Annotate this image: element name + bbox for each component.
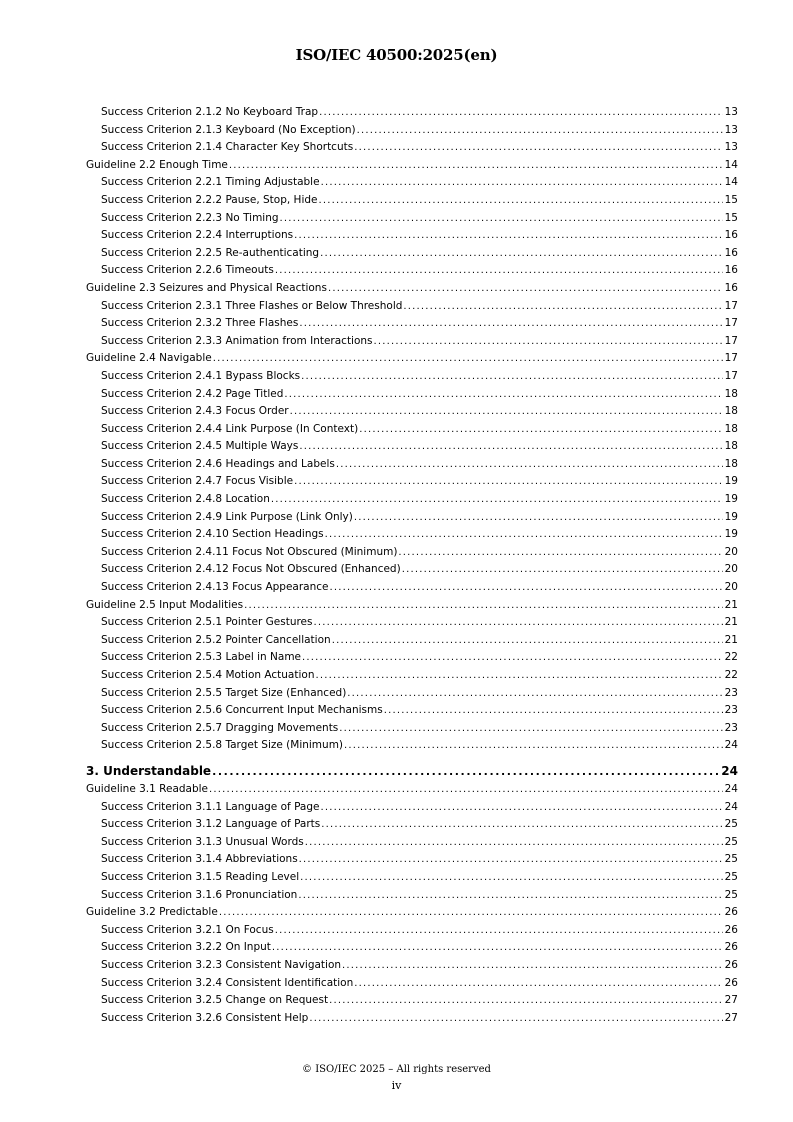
toc-entry-page-number: 26 — [724, 941, 738, 954]
toc-criterion-entry[interactable] — [86, 192, 738, 210]
toc-entry-label: Success Criterion 2.4.11 Focus Not Obscured (Minimum) — [101, 545, 398, 558]
toc-entry-page-number: 19 — [724, 528, 738, 541]
dot-leader — [321, 799, 724, 817]
toc-entry-label: Success Criterion 3.1.1 Language of Page — [101, 800, 320, 813]
dot-leader — [321, 174, 723, 192]
toc-criterion-entry[interactable] — [86, 632, 738, 650]
dot-leader — [354, 975, 723, 993]
toc-entry-page-number: 25 — [724, 835, 738, 848]
toc-entry-page-number: 22 — [724, 669, 738, 681]
toc-entry-label: Success Criterion 2.2.5 Re-authenticating — [101, 246, 320, 259]
toc-entry-page-number: 18 — [724, 405, 738, 418]
dot-leader — [320, 245, 723, 263]
toc-entry-page-number: 24 — [724, 782, 738, 795]
toc-criterion-entry[interactable] — [86, 122, 738, 140]
toc-entry-label: Success Criterion 2.4.7 Focus Visible — [101, 475, 294, 488]
toc-entry-label: Success Criterion 2.5.3 Label in Name — [101, 651, 302, 664]
toc-entry-page-number: 17 — [724, 334, 738, 347]
toc-entry-page-number: 23 — [724, 721, 738, 734]
toc-entry-label: Success Criterion 3.2.2 On Input — [101, 941, 271, 954]
toc-entry-page-number: 15 — [724, 193, 738, 206]
toc-entry-label: Success Criterion 2.4.6 Headings and Labels — [101, 457, 335, 470]
toc-criterion-entry[interactable] — [86, 509, 738, 527]
toc-criterion-entry[interactable] — [86, 403, 738, 421]
dot-leader — [298, 887, 723, 905]
toc-entry-page-number: 20 — [724, 581, 738, 594]
toc-entry-label: Success Criterion 2.2.2 Pause, Stop, Hide — [101, 193, 318, 206]
toc-entry-page-number: 16 — [724, 229, 738, 242]
toc-guideline-entry[interactable] — [86, 350, 738, 368]
toc-section-entry[interactable] — [86, 761, 738, 781]
toc-entry-page-number: 26 — [724, 906, 738, 919]
toc-criterion-entry[interactable] — [86, 869, 738, 887]
toc-entry-label: Success Criterion 2.5.8 Target Size (Minimum) — [101, 739, 344, 752]
dot-leader — [329, 992, 723, 1010]
toc-entry-label: Success Criterion 2.4.10 Section Headings — [101, 528, 324, 541]
toc-criterion-entry[interactable] — [86, 799, 738, 817]
dot-leader — [244, 597, 723, 615]
toc-entry-label: Success Criterion 2.5.5 Target Size (Enhanced) — [101, 686, 347, 699]
toc-entry-page-number: 19 — [724, 475, 738, 488]
dot-leader — [300, 869, 723, 887]
dot-leader — [290, 403, 723, 421]
toc-guideline-entry[interactable] — [86, 157, 738, 175]
toc-entry-label: Success Criterion 2.5.7 Dragging Movements — [101, 721, 339, 734]
toc-criterion-entry[interactable] — [86, 614, 738, 632]
page-number: iv — [391, 1079, 402, 1092]
toc-entry-page-number: 26 — [724, 958, 738, 971]
toc-entry-label: Success Criterion 2.5.6 Concurrent Input Mechanisms — [101, 704, 383, 717]
toc-criterion-entry[interactable] — [86, 298, 738, 316]
dot-leader — [325, 526, 723, 544]
dot-leader — [284, 386, 723, 404]
toc-entry-label: Success Criterion 3.1.6 Pronunciation — [101, 888, 298, 901]
toc-entry-page-number: 19 — [724, 493, 738, 506]
toc-entry-label: Success Criterion 3.2.4 Consistent Identification — [101, 976, 354, 989]
toc-entry-page-number: 13 — [724, 123, 738, 136]
toc-guideline-entry[interactable] — [86, 904, 738, 922]
toc-criterion-entry[interactable] — [86, 561, 738, 579]
toc-entry-page-number: 17 — [724, 369, 738, 382]
dot-leader — [321, 816, 723, 834]
toc-criterion-entry[interactable] — [86, 702, 738, 720]
toc-entry-label: Success Criterion 3.1.5 Reading Level — [101, 870, 300, 883]
toc-entry-label: Guideline 3.2 Predictable — [86, 906, 218, 919]
dot-leader — [357, 122, 723, 140]
toc-entry-label: Success Criterion 2.4.1 Bypass Blocks — [101, 369, 301, 382]
toc-entry-label: Success Criterion 2.3.1 Three Flashes or Below Threshold — [101, 299, 403, 312]
toc-guideline-entry[interactable] — [86, 597, 738, 615]
dot-leader — [330, 579, 723, 597]
dot-leader — [309, 1010, 723, 1028]
toc-criterion-entry[interactable] — [86, 667, 738, 685]
toc-entry-label: Success Criterion 2.1.3 Keyboard (No Exception) — [101, 123, 356, 136]
toc-entry-label: Success Criterion 3.2.6 Consistent Help — [101, 1011, 309, 1024]
toc-entry-label: Success Criterion 2.4.5 Multiple Ways — [101, 440, 299, 453]
document-header: ISO/IEC 40500:2025(en) — [295, 46, 498, 64]
toc-criterion-entry[interactable] — [86, 139, 738, 157]
toc-entry-label: Success Criterion 2.4.8 Location — [101, 493, 270, 506]
toc-entry-label: Success Criterion 2.1.2 No Keyboard Trap — [101, 106, 319, 118]
toc-entry-page-number: 24 — [724, 800, 738, 813]
toc-entry-page-number: 19 — [724, 510, 738, 523]
toc-entry-page-number: 14 — [724, 158, 738, 171]
toc-criterion-entry[interactable] — [86, 922, 738, 940]
toc-entry-label: Success Criterion 3.2.1 On Focus — [101, 923, 274, 936]
dot-leader — [271, 491, 723, 509]
toc-entry-page-number: 20 — [724, 563, 738, 576]
dot-leader — [212, 762, 720, 781]
toc-entry-label: Success Criterion 2.4.2 Page Titled — [101, 387, 284, 400]
toc-entry-label: Success Criterion 3.1.3 Unusual Words — [101, 835, 304, 848]
dot-leader — [305, 834, 723, 852]
toc-criterion-entry[interactable] — [86, 834, 738, 852]
toc-criterion-entry[interactable] — [86, 579, 738, 597]
toc-entry-page-number: 14 — [724, 176, 738, 189]
toc-entry-label: Success Criterion 2.5.1 Pointer Gestures — [101, 616, 313, 629]
dot-leader — [359, 421, 723, 439]
toc-criterion-entry[interactable] — [86, 649, 738, 667]
dot-leader — [299, 315, 723, 333]
toc-entry-label: Success Criterion 3.2.5 Change on Request — [101, 994, 329, 1007]
dot-leader — [402, 561, 723, 579]
dot-leader — [403, 298, 723, 316]
dot-leader — [302, 649, 723, 667]
toc-criterion-entry[interactable] — [86, 456, 738, 474]
toc-criterion-entry[interactable] — [86, 737, 738, 755]
toc-entry-label: Success Criterion 2.4.9 Link Purpose (Link Only) — [101, 510, 353, 523]
toc-entry-label: Guideline 3.1 Readable — [86, 782, 209, 795]
toc-entry-label: 3. Understandable — [86, 763, 212, 778]
dot-leader — [328, 280, 723, 298]
toc-entry-label: Success Criterion 2.5.2 Pointer Cancellation — [101, 633, 331, 646]
toc-criterion-entry[interactable] — [86, 386, 738, 404]
toc-entry-page-number: 23 — [724, 686, 738, 699]
toc-entry-label: Success Criterion 2.4.4 Link Purpose (In Context) — [101, 422, 359, 435]
toc-entry-label: Guideline 2.5 Input Modalities — [86, 598, 244, 611]
toc-entry-label: Success Criterion 2.2.1 Timing Adjustable — [101, 176, 320, 189]
toc-criterion-entry[interactable] — [86, 262, 738, 280]
toc-entry-label: Success Criterion 3.1.4 Abbreviations — [101, 853, 298, 866]
toc-entry-page-number: 17 — [724, 317, 738, 330]
dot-leader — [314, 614, 724, 632]
toc-criterion-entry[interactable] — [86, 491, 738, 509]
toc-entry-label: Success Criterion 2.3.3 Animation from Interactions — [101, 334, 373, 347]
toc-entry-page-number: 25 — [724, 853, 738, 866]
dot-leader — [229, 157, 723, 175]
toc-criterion-entry[interactable] — [86, 544, 738, 562]
toc-entry-label: Success Criterion 2.4.13 Focus Appearance — [101, 581, 329, 594]
toc-entry-page-number: 17 — [724, 352, 738, 365]
toc-entry-page-number: 25 — [724, 870, 738, 883]
toc-criterion-entry[interactable] — [86, 315, 738, 333]
toc-entry-label: Guideline 2.2 Enough Time — [86, 158, 228, 171]
dot-leader — [275, 922, 723, 940]
toc-entry-label: Success Criterion 2.4.3 Focus Order — [101, 405, 289, 418]
dot-leader — [342, 957, 723, 975]
toc-criterion-entry[interactable] — [86, 526, 738, 544]
toc-criterion-entry[interactable] — [86, 245, 738, 263]
toc-criterion-entry[interactable] — [86, 975, 738, 993]
toc-criterion-entry[interactable] — [86, 992, 738, 1010]
toc-criterion-entry[interactable] — [86, 210, 738, 228]
toc-entry-page-number: 21 — [724, 598, 738, 611]
dot-leader — [354, 509, 723, 527]
toc-guideline-entry[interactable] — [86, 781, 738, 799]
toc-entry-page-number: 16 — [724, 281, 738, 294]
toc-entry-page-number: 18 — [724, 457, 738, 470]
toc-entry-page-number: 23 — [724, 704, 738, 717]
dot-leader — [301, 368, 723, 386]
toc-entry-page-number: 26 — [724, 976, 738, 989]
toc-entry-page-number: 24 — [724, 739, 738, 752]
toc-entry-page-number: 13 — [724, 141, 738, 154]
toc-criterion-entry[interactable] — [86, 887, 738, 905]
toc-entry-page-number: 26 — [724, 923, 738, 936]
dot-leader — [280, 210, 723, 228]
toc-entry-label: Success Criterion 3.1.2 Language of Parts — [101, 818, 321, 831]
toc-entry-page-number: 22 — [724, 651, 738, 664]
toc-entry-label: Success Criterion 2.2.6 Timeouts — [101, 264, 274, 277]
toc-entry-page-number: 18 — [724, 422, 738, 435]
toc-entry-label: Success Criterion 2.2.3 No Timing — [101, 211, 279, 224]
dot-leader — [294, 227, 723, 245]
dot-leader — [332, 632, 723, 650]
dot-leader — [339, 720, 723, 738]
dot-leader — [272, 939, 723, 957]
dot-leader — [319, 104, 723, 122]
toc-entry-label: Success Criterion 2.3.2 Three Flashes — [101, 317, 299, 330]
toc-criterion-entry[interactable] — [86, 473, 738, 491]
toc-entry-page-number: 25 — [724, 818, 738, 831]
dot-leader — [213, 350, 723, 368]
toc-entry-label: Guideline 2.4 Navigable — [86, 352, 212, 365]
toc-criterion-entry[interactable] — [86, 333, 738, 351]
toc-criterion-entry[interactable] — [86, 421, 738, 439]
dot-leader — [384, 702, 723, 720]
dot-leader — [347, 685, 723, 703]
dot-leader — [398, 544, 723, 562]
page-footer — [0, 1062, 793, 1094]
toc-entry-page-number: 16 — [724, 264, 738, 277]
toc-criterion-entry[interactable] — [86, 939, 738, 957]
toc-entry-page-number: 13 — [724, 106, 738, 118]
toc-criterion-entry[interactable] — [86, 720, 738, 738]
toc-entry-page-number: 17 — [724, 299, 738, 312]
toc-entry-page-number: 20 — [724, 545, 738, 558]
toc-criterion-entry[interactable] — [86, 957, 738, 975]
toc-entry-page-number: 27 — [724, 1011, 738, 1024]
toc-entry-label: Success Criterion 2.4.12 Focus Not Obscured (Enhanced) — [101, 563, 401, 576]
dot-leader — [354, 139, 723, 157]
toc-entry-page-number: 21 — [724, 616, 738, 629]
toc-entry-page-number: 18 — [724, 440, 738, 453]
toc-entry-label: Success Criterion 2.2.4 Interruptions — [101, 229, 294, 242]
dot-leader — [299, 851, 723, 869]
toc-criterion-entry[interactable] — [86, 1010, 738, 1028]
toc-criterion-entry[interactable] — [86, 685, 738, 703]
toc-entry-page-number: 27 — [724, 994, 738, 1007]
toc-criterion-entry[interactable] — [86, 174, 738, 192]
toc-guideline-entry[interactable] — [86, 280, 738, 298]
dot-leader — [319, 192, 724, 210]
dot-leader — [209, 781, 723, 799]
toc-criterion-entry[interactable] — [86, 227, 738, 245]
toc-criterion-entry[interactable] — [86, 816, 738, 834]
toc-entry-page-number: 24 — [721, 763, 738, 778]
dot-leader — [219, 904, 723, 922]
toc-criterion-entry[interactable] — [86, 851, 738, 869]
dot-leader — [374, 333, 723, 351]
dot-leader — [315, 667, 723, 685]
toc-criterion-entry[interactable] — [86, 438, 738, 456]
toc-entry-label: Guideline 2.3 Seizures and Physical Reactions — [86, 281, 327, 294]
toc-entry-label: Success Criterion 3.2.3 Consistent Navigation — [101, 958, 342, 971]
toc-entry-label: Success Criterion 2.1.4 Character Key Shortcuts — [101, 141, 354, 154]
toc-entry-page-number: 21 — [724, 633, 738, 646]
table-of-contents — [86, 104, 738, 1027]
toc-entry-page-number: 16 — [724, 246, 738, 259]
copyright-notice: © ISO/IEC 2025 – All rights reserved — [302, 1064, 491, 1075]
dot-leader — [344, 737, 723, 755]
toc-entry-page-number: 18 — [724, 387, 738, 400]
dot-leader — [294, 473, 723, 491]
toc-criterion-entry[interactable] — [86, 368, 738, 386]
toc-criterion-entry[interactable] — [86, 104, 738, 122]
dot-leader — [299, 438, 723, 456]
dot-leader — [275, 262, 723, 280]
toc-entry-label: Success Criterion 2.5.4 Motion Actuation — [101, 669, 315, 681]
toc-entry-page-number: 15 — [724, 211, 738, 224]
dot-leader — [336, 456, 723, 474]
toc-entry-page-number: 25 — [724, 888, 738, 901]
